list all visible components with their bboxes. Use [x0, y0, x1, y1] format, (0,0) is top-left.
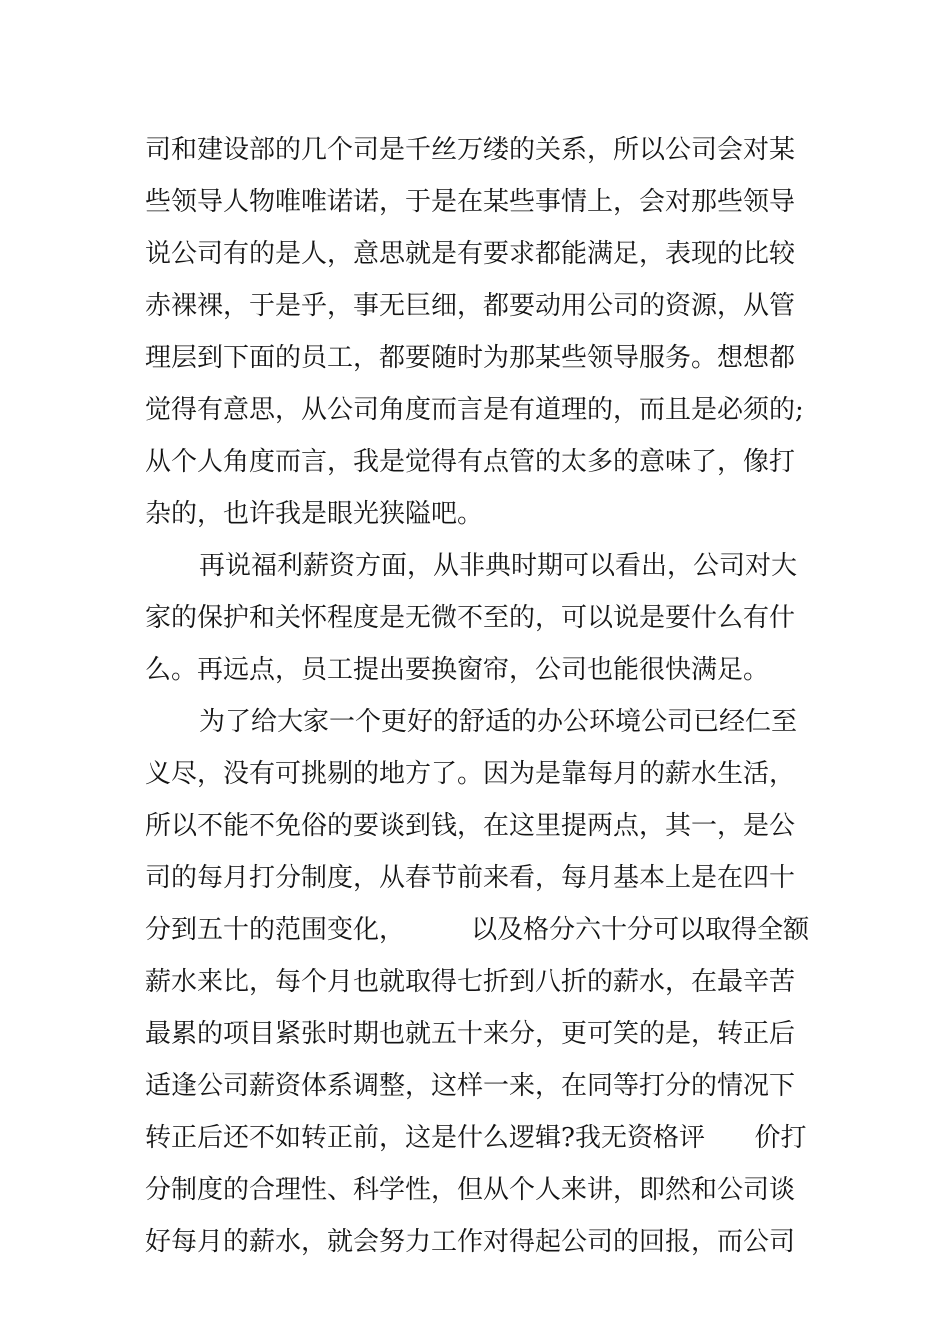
text-line: 赤裸裸，于是乎，事无巨细，都要动用公司的资源，从管 — [145, 291, 796, 321]
text-line: 说公司有的是人，意思就是有要求都能满足，表现的比较 — [145, 239, 796, 269]
text-line: 所以不能不免俗的要谈到钱，在这里提两点，其一，是公 — [145, 811, 796, 841]
body-text — [145, 124, 815, 1268]
paragraph-start-line: 再说福利薪资方面，从非典时期可以看出，公司对大 — [199, 551, 798, 581]
text-line: 觉得有意思，从公司角度而言是有道理的，而且是必须的; — [145, 395, 804, 425]
text-line: 杂的，也许我是眼光狭隘吧。 — [145, 499, 484, 529]
text-line: 司的每月打分制度，从春节前来看，每月基本上是在四十 — [145, 863, 796, 893]
text-line: 司和建设部的几个司是千丝万缕的关系，所以公司会对某 — [145, 135, 796, 165]
text-line: 适逢公司薪资体系调整，这样一来，在同等打分的情况下 — [145, 1071, 796, 1101]
text-line: 薪水来比，每个月也就取得七折到八折的薪水，在最辛苦 — [145, 967, 796, 997]
text-line: 最累的项目紧张时期也就五十来分，更可笑的是，转正后 — [145, 1019, 796, 1049]
text-line: 好每月的薪水，就会努力工作对得起公司的回报，而公司 — [145, 1227, 796, 1257]
text-line: 家的保护和关怀程度是无微不至的，可以说是要什么有什 — [145, 603, 796, 633]
text-line: 从个人角度而言，我是觉得有点管的太多的意味了，像打 — [145, 447, 796, 477]
text-line: 分到五十的范围变化， 以及格分六十分可以取得全额 — [145, 915, 810, 945]
text-line: 转正后还不如转正前，这是什么逻辑?我无资格评 价打 — [145, 1123, 807, 1153]
text-line: 分制度的合理性、科学性，但从个人来讲，即然和公司谈 — [145, 1175, 796, 1205]
text-line: 些领导人物唯唯诺诺，于是在某些事情上，会对那些领导 — [145, 187, 796, 217]
text-line: 么。再远点，员工提出要换窗帘，公司也能很快满足。 — [145, 655, 770, 685]
paragraph-start-line: 为了给大家一个更好的舒适的办公环境公司已经仁至 — [199, 707, 798, 737]
text-line: 理层到下面的员工，都要随时为那某些领导服务。想想都 — [145, 343, 796, 373]
text-line: 义尽，没有可挑剔的地方了。因为是靠每月的薪水生活， — [145, 759, 796, 789]
